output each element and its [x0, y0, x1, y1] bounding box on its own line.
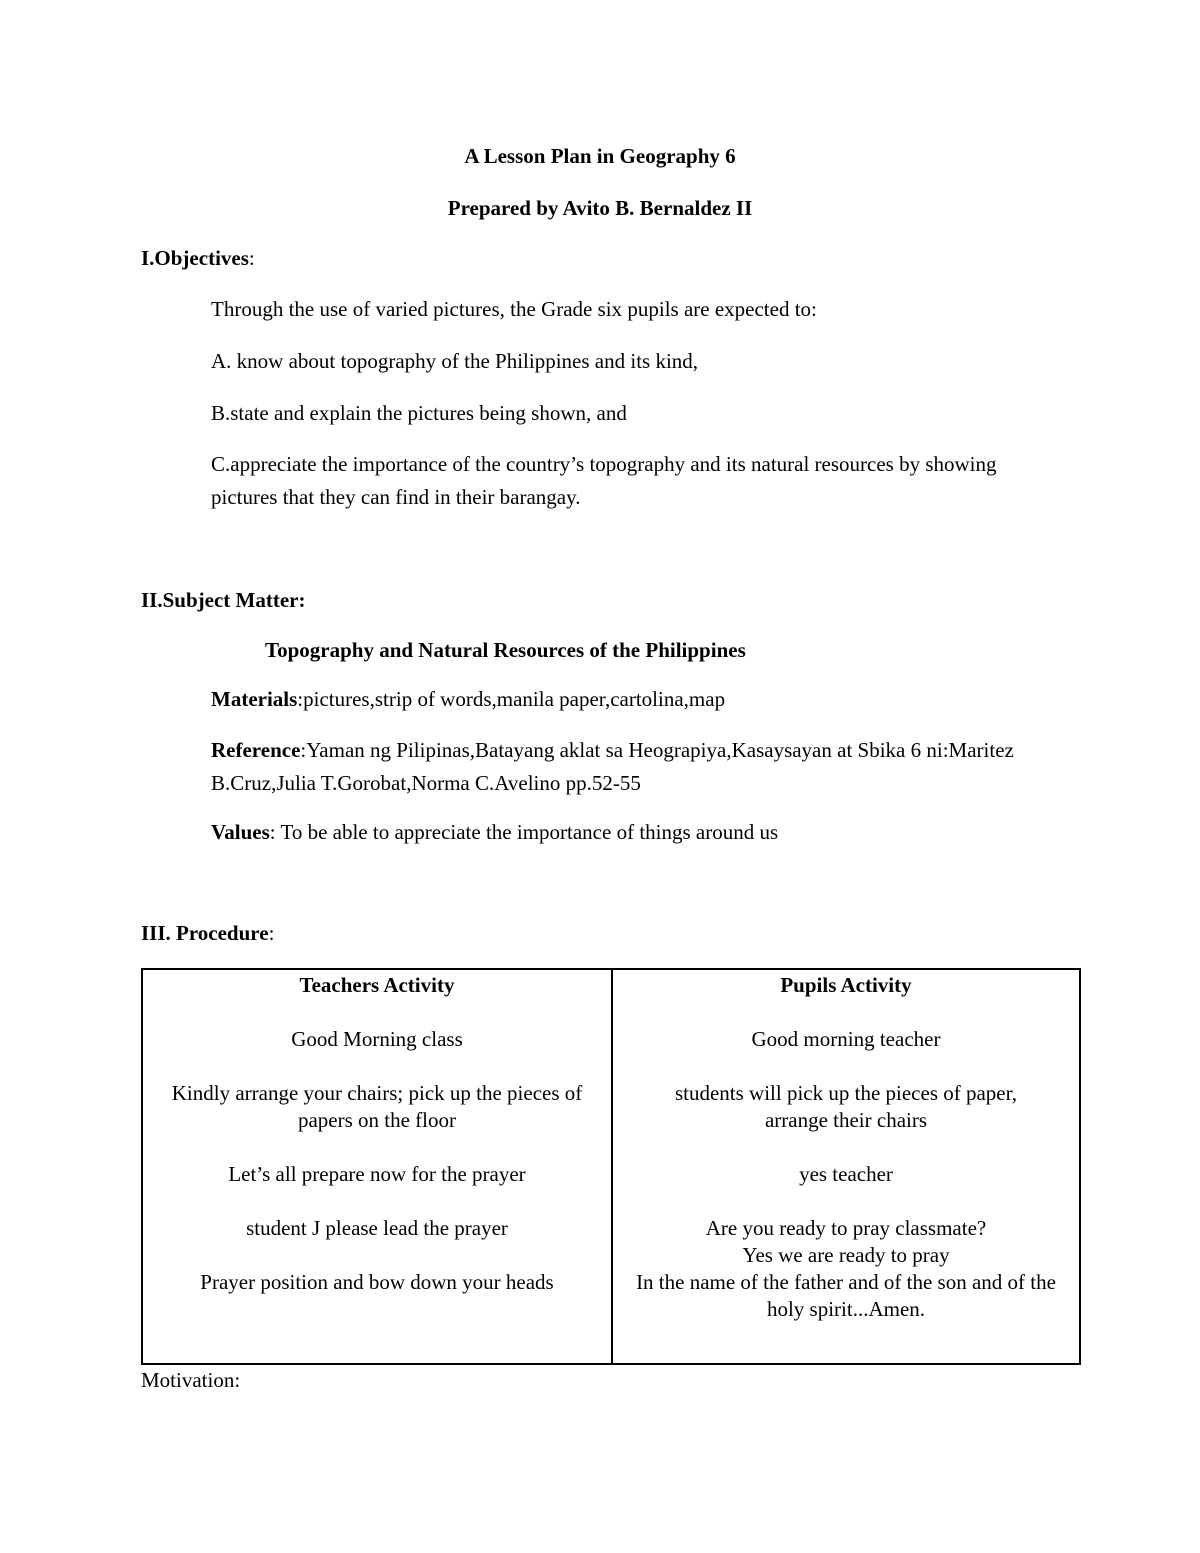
reference-value: :Yaman ng Pilipinas,Batayang aklat sa Heograpiya,Kasaysayan at Sbika 6 ni:Maritez B.Cruz,Julia T.Gorobat,Norma C.Avelino pp.52-55	[211, 738, 1014, 795]
pupil-line: Yes we are ready to pray	[742, 1243, 950, 1267]
teacher-line: Let’s all prepare now for the prayer	[228, 1162, 526, 1186]
procedure-heading	[141, 921, 274, 946]
pupil-activity-column	[611, 970, 1079, 1363]
procedure-heading-text: III. Procedure	[141, 921, 269, 945]
pupil-line: yes teacher	[799, 1162, 893, 1186]
objective-item-b: B.state and explain the pictures being shown, and	[211, 401, 627, 425]
author-line: Prepared by Avito B. Bernaldez II	[447, 196, 753, 220]
procedure-heading-colon: :	[268, 921, 275, 945]
values-label: Values	[211, 820, 270, 844]
motivation-label: Motivation:	[141, 1368, 241, 1392]
reference-line	[211, 734, 1021, 800]
document-title: A Lesson Plan in Geography 6	[464, 144, 736, 168]
pupil-activity-header: Pupils Activity	[780, 973, 912, 997]
materials-line	[211, 687, 725, 712]
pupil-line: Good morning teacher	[751, 1027, 941, 1051]
objectives-heading	[141, 246, 255, 271]
objectives-intro: Through the use of varied pictures, the Grade six pupils are expected to:	[211, 297, 817, 321]
values-line	[211, 820, 778, 845]
objective-item-c: C.appreciate the importance of the country’s topography and its natural resources by showing pictures that they can find in their barangay.	[211, 452, 997, 509]
materials-label: Materials	[211, 687, 298, 711]
teacher-activity-header: Teachers Activity	[299, 973, 455, 997]
teacher-line: student J please lead the prayer	[246, 1216, 508, 1240]
subject-topic: Topography and Natural Resources of the Philippines	[265, 638, 746, 662]
subject-matter-heading: II.Subject Matter:	[141, 588, 306, 612]
teacher-line: Prayer position and bow down your heads	[200, 1270, 554, 1294]
materials-value: :pictures,strip of words,manila paper,cartolina,map	[297, 687, 726, 711]
teacher-line: Kindly arrange your chairs; pick up the pieces of papers on the floor	[171, 1081, 583, 1132]
objectives-heading-text: I.Objectives	[141, 246, 249, 270]
teacher-activity-column	[143, 970, 611, 1363]
values-value: : To be able to appreciate the importance of things around us	[269, 820, 779, 844]
reference-label: Reference	[211, 738, 301, 762]
pupil-line: In the name of the father and of the son and of the holy spirit...Amen.	[636, 1270, 1056, 1321]
teacher-line: Good Morning class	[291, 1027, 463, 1051]
objectives-heading-colon: :	[248, 246, 255, 270]
objective-item-a: A. know about topography of the Philippines and its kind,	[211, 349, 699, 373]
procedure-table	[141, 968, 1081, 1365]
pupil-line: students will pick up the pieces of paper, arrange their chairs	[674, 1081, 1018, 1132]
pupil-line: Are you ready to pray classmate?	[705, 1216, 987, 1240]
